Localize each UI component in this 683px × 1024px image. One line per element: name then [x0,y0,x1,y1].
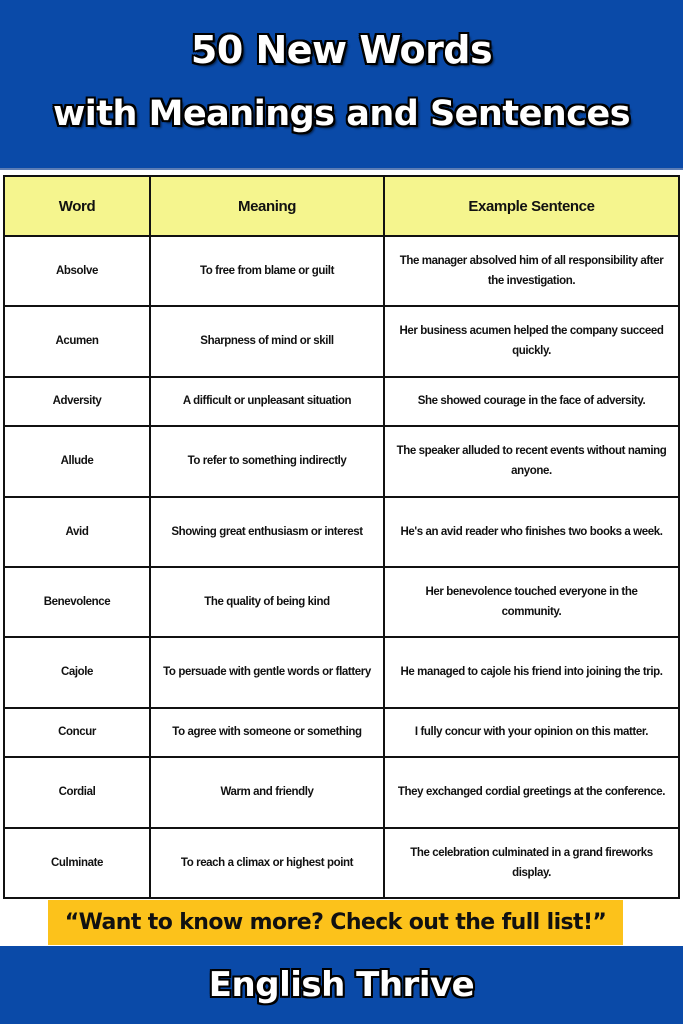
table-row [4,236,679,306]
brand-name: English Thrive [208,965,475,1005]
table-row [4,497,679,567]
column-header-meaning: Meaning [150,176,384,236]
table-row [4,306,679,376]
meaning-cell: Warm and friendly [150,757,384,827]
meaning-cell: Sharpness of mind or skill [150,306,384,376]
word-cell: Allude [4,426,150,496]
table-row [4,637,679,707]
table-row [4,757,679,827]
table-row [4,377,679,427]
word-cell: Acumen [4,306,150,376]
page-title: 50 New Words [190,28,493,72]
meaning-cell: The quality of being kind [150,567,384,637]
sentence-cell: They exchanged cordial greetings at the conference. [384,757,679,827]
word-cell: Adversity [4,377,150,427]
sentence-cell: She showed courage in the face of adversity. [384,377,679,427]
word-cell: Cajole [4,637,150,707]
title-banner [0,0,683,170]
word-cell: Benevolence [4,567,150,637]
word-cell: Concur [4,708,150,758]
word-cell: Avid [4,497,150,567]
sentence-cell: The speaker alluded to recent events without naming anyone. [384,426,679,496]
meaning-cell: To persuade with gentle words or flattery [150,637,384,707]
meaning-cell: To refer to something indirectly [150,426,384,496]
table-row [4,426,679,496]
meaning-cell: To reach a climax or highest point [150,828,384,898]
vocabulary-table [3,175,680,899]
column-header-sentence: Example Sentence [384,176,679,236]
word-cell: Culminate [4,828,150,898]
call-to-action-text: “Want to know more? Check out the full list!” [64,910,607,935]
sentence-cell: The manager absolved him of all responsibility after the investigation. [384,236,679,306]
meaning-cell: To free from blame or guilt [150,236,384,306]
sentence-cell: Her benevolence touched everyone in the community. [384,567,679,637]
word-cell: Cordial [4,757,150,827]
page-subtitle: with Meanings and Sentences [52,94,631,134]
meaning-cell: A difficult or unpleasant situation [150,377,384,427]
column-header-word: Word [4,176,150,236]
word-cell: Absolve [4,236,150,306]
sentence-cell: Her business acumen helped the company succeed quickly. [384,306,679,376]
sentence-cell: He managed to cajole his friend into joining the trip. [384,637,679,707]
table-row [4,708,679,758]
table-row [4,828,679,898]
table-header-row [4,176,679,236]
sentence-cell: The celebration culminated in a grand fireworks display. [384,828,679,898]
meaning-cell: Showing great enthusiasm or interest [150,497,384,567]
call-to-action-banner [48,900,623,945]
meaning-cell: To agree with someone or something [150,708,384,758]
sentence-cell: He's an avid reader who finishes two books a week. [384,497,679,567]
footer-banner [0,946,683,1024]
sentence-cell: I fully concur with your opinion on this matter. [384,708,679,758]
table-row [4,567,679,637]
